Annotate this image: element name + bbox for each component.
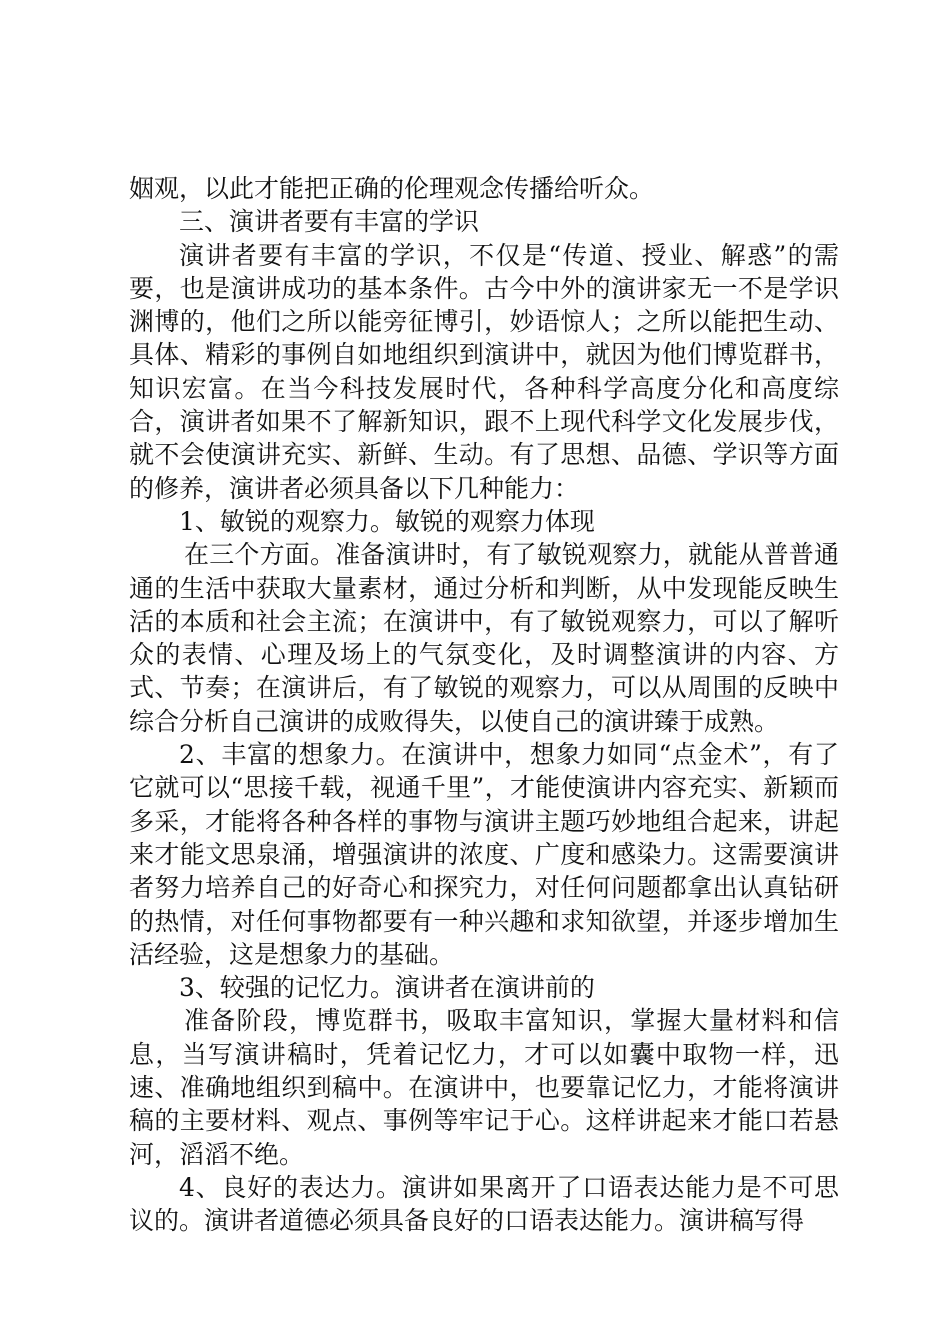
list-item-heading: 1、敏锐的观察力。敏锐的观察力体现 [179,506,595,536]
paragraph: 演讲者要有丰富的学识，不仅是“传道、授业、解惑”的需要，也是演讲成功的基本条件。古今中外的演讲家无一不是学识渊博的，他们之所以能旁征博引，妙语惊人；之所以能把生动、具体、精彩的事例自如地组织到演讲中，就因为他们博览群书，知识宏富。在当今科技发展时代，各种科学高度分化和高度综合，演讲者如果不了解新知识，跟不上现代科学文化发展步伐，就不会使演讲充实、新鲜、生动。有了思想、品德、学识等方面的修养，演讲者必须具备以下几种能力： [129,240,839,503]
paragraph: 在三个方面。准备演讲时，有了敏锐观察力，就能从普普通通的生活中获取大量素材，通过分析和判断，从中发现能反映生活的本质和社会主流；在演讲中，有了敏锐观察力，可以了解听众的表情、心理及场上的气氛变化，及时调整演讲的内容、方式、节奏；在演讲后，有了敏锐的观察力，可以从周围的反映中综合分析自己演讲的成败得失，以使自己的演讲臻于成熟。 [129,540,839,736]
body-text [129,172,839,1238]
section-heading: 三、演讲者要有丰富的学识 [179,207,480,237]
paragraph: 准备阶段，博览群书，吸取丰富知识，掌握大量材料和信息，当写演讲稿时，凭着记忆力，才可以如囊中取物一样，迅速、准确地组织到稿中。在演讲中，也要靠记忆力，才能将演讲稿的主要材料、观点、事例等牢记于心。这样讲起来才能口若悬河，滔滔不绝。 [129,1006,839,1169]
paragraph: 4、良好的表达力。演讲如果离开了口语表达能力是不可思议的。演讲者道德必须具备良好的口语表达能力。演讲稿写得 [129,1172,839,1236]
list-item-heading: 3、较强的记忆力。演讲者在演讲前的 [179,973,595,1003]
paragraph: 姻观，以此才能把正确的伦理观念传播给听众。 [129,174,655,203]
paragraph: 2、丰富的想象力。在演讲中，想象力如同“点金术”，有了它就可以“思接千载，视通千里”，才能使演讲内容充实、新颖而多采，才能将各种各样的事物与演讲主题巧妙地组合起来，讲起来才能文思泉涌，增强演讲的浓度、广度和感染力。这需要演讲者努力培养自己的好奇心和探究力，对任何问题都拿出认真钻研的热情，对任何事物都要有一种兴趣和求知欲望，并逐步增加生活经验，这是想象力的基础。 [129,740,839,969]
